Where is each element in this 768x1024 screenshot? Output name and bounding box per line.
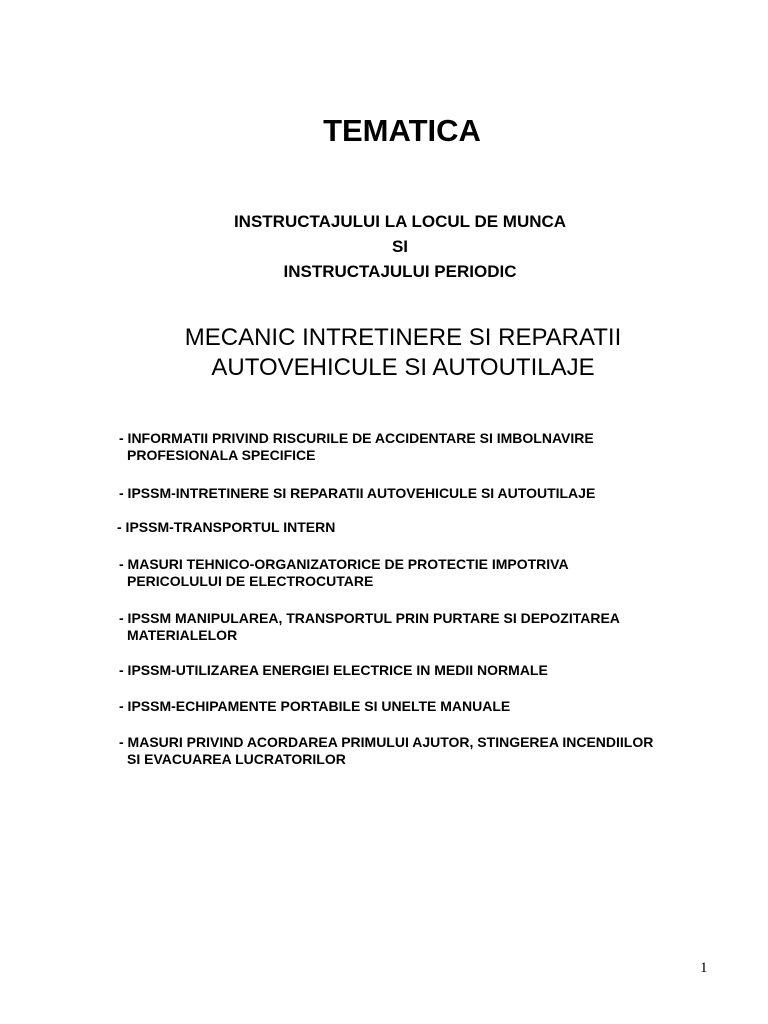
topic-item	[119, 610, 739, 644]
topic-line: - INFORMATII PRIVIND RISCURILE DE ACCIDENTARE SI IMBOLNAVIRE	[119, 430, 594, 446]
subtitle-line: SI	[391, 237, 409, 256]
heading-line: MECANIC INTRETINERE SI REPARATII	[184, 324, 622, 351]
topic-item	[119, 698, 739, 715]
topic-line-continuation: SI EVACUAREA LUCRATORILOR	[127, 751, 346, 767]
topic-line: - IPSSM MANIPULAREA, TRANSPORTUL PRIN PURTARE SI DEPOZITAREA	[119, 610, 620, 626]
topic-item	[119, 556, 739, 590]
subtitle-block	[0, 209, 768, 284]
subtitle-line: INSTRUCTAJULUI PERIODIC	[283, 262, 517, 281]
topic-line: - IPSSM-UTILIZAREA ENERGIEI ELECTRICE IN MEDII NORMALE	[119, 662, 548, 678]
topic-item	[119, 734, 739, 768]
page-number: 1	[700, 960, 708, 976]
topic-line-continuation: PROFESIONALA SPECIFICE	[127, 447, 316, 463]
topic-line-continuation: MATERIALELOR	[127, 627, 238, 643]
topic-item	[117, 519, 737, 536]
topic-line: - IPSSM-INTRETINERE SI REPARATII AUTOVEHICULE SI AUTOUTILAJE	[119, 485, 596, 501]
subtitle-line: INSTRUCTAJULUI LA LOCUL DE MUNCA	[233, 212, 567, 231]
topic-line: - MASURI PRIVIND ACORDAREA PRIMULUI AJUTOR, STINGEREA INCENDIILOR	[119, 734, 654, 750]
topic-line: - MASURI TEHNICO-ORGANIZATORICE DE PROTECTIE IMPOTRIVA	[119, 556, 569, 572]
topic-item	[119, 485, 739, 502]
topic-line: - IPSSM-ECHIPAMENTE PORTABILE SI UNELTE MANUALE	[119, 698, 511, 714]
topic-line-continuation: PERICOLULUI DE ELECTROCUTARE	[127, 573, 374, 589]
topic-line: - IPSSM-TRANSPORTUL INTERN	[117, 519, 336, 535]
topic-item	[119, 662, 739, 679]
occupation-heading	[0, 323, 768, 383]
topic-item	[119, 430, 739, 464]
heading-line: AUTOVEHICULE SI AUTOUTILAJE	[211, 354, 595, 381]
document-title: TEMATICA	[323, 113, 481, 148]
